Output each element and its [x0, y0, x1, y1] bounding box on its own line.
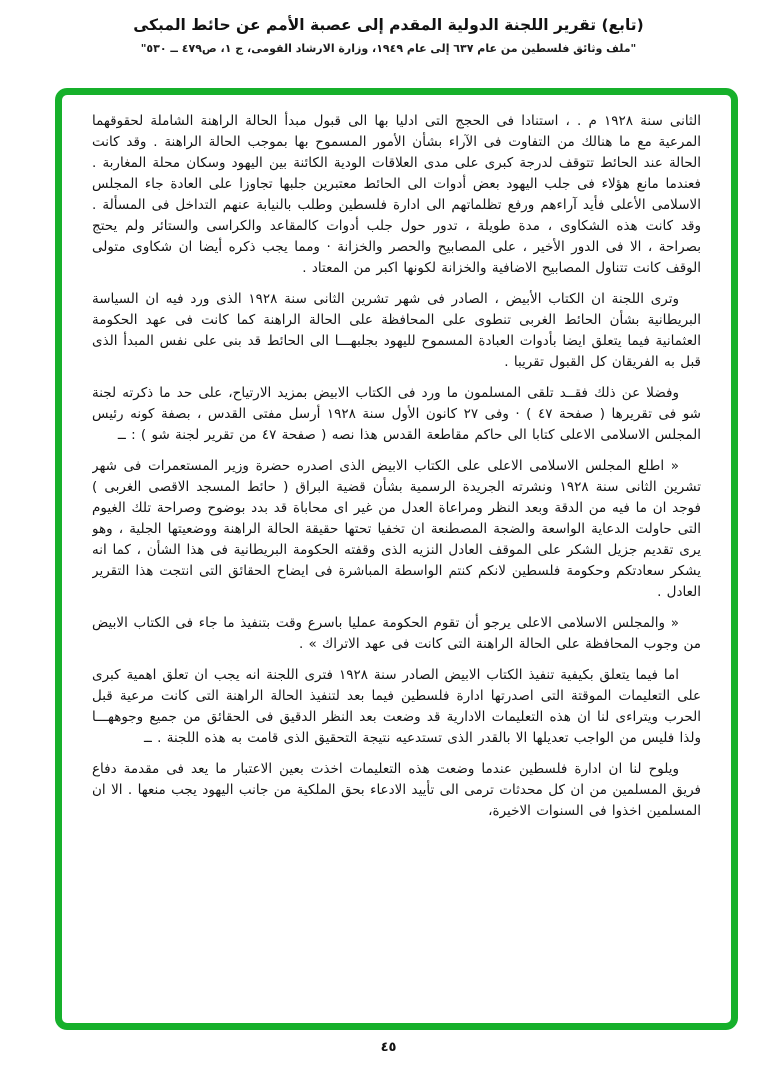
document-source-line: "ملف وثائق فلسطين من عام ٦٣٧ إلى عام ١٩٤٩، وزارة الارشاد القومى، ج ١، ص٤٧٩ ــ ٥٣٠"	[140, 42, 637, 55]
paragraph: وفضلا عن ذلك فقــد تلقى المسلمون ما ورد فى الكتاب الابيض بمزيد الارتياح، على حد ما ذكرته لجنة شو فى تقريرها ( صفحة ٤٧ ) · وفى ٢٧ كانون الأول سنة ١٩٢٨ أرسل مفتى القدس ، بصفة كونه رئيس المجلس الاسلامى الاعلى كتابا الى حاكم مقاطعة القدس هذا نصه ( صفحة ٤٧ من تقرير لجنة شو ) : ــ	[92, 385, 701, 443]
paragraph: اما فيما يتعلق بكيفية تنفيذ الكتاب الابيض الصادر سنة ١٩٢٨ فترى اللجنة انه يجب ان تعلق اهمية كبرى على التعليمات الموقتة التى اصدرتها ادارة فلسطين فيما بعد لتنفيذ الحالة الراهنة التى كانت مرعية قبل الحرب ويتراءى لنا ان هذه التعليمات الادارية قد وضعت بعد النظر الدقيق فى الحقائق من جميع وجوههـــا ولذا فليس من الواجب تعديلها الا بالقدر الذى تستدعيه نتيجة التحقيق الذى قامت به هذه اللجنة . ــ	[92, 667, 701, 746]
paragraph: « اطلع المجلس الاسلامى الاعلى على الكتاب الابيض الذى اصدره حضرة وزير المستعمرات فى شهر تشرين الثانى سنة ١٩٢٨ ونشرته الجريدة الرسمية بشأن قضية البراق ( حائط المسجد الاقصى الغربى ) فوجد ان ما فيه من الدقة وبعد النظر ومراعاة العدل من غير اى محاباة قد بدد بوضوح وصراحة تلك الغيوم التى حاولت الدعاية الواسعة والضجة المصطنعة ان تخفيا تحتها حقيقة الحالة الراهنة ووضعيتها الجلية ، وهو يرى تقديم جزيل الشكر على الموقف العادل النزيه الذى وقفته الحكومة البريطانية فى هذا الشأن ، كما انه يشكر سعادتكم وحكومة فلسطين لانكم كنتم الواسطة المباشرة فى ايضاح الحقائق التى انتجت هذا التقرير العادل .	[92, 458, 701, 600]
document-body	[92, 111, 701, 1017]
green-border-frame	[55, 88, 738, 1030]
paragraph: الثانى سنة ١٩٢٨ م . ، استنادا فى الحجج التى ادليا بها الى قبول مبدأ الحالة الراهنة الشاملة لحقوقهما المرعية مع ما هنالك من التفاوت فى الآراء بشأن الأمور المسموح بها بموجب الحالة الراهنة . وقد كانت الحالة عند الحائط تتوقف لدرجة كبرى على مدى العلاقات الودية الكائنة بين اليهود وسكان محلة المغاربة . فعندما مانع هؤلاء فى جلب اليهود بعض أدوات الى الحائط معتبرين جلبها تجاوزا على العادة جاء المجلس الاسلامى الأعلى فأيد آراءهم ورفع تظلماتهم الى ادارة فلسطين وطلب بالنيابة عنهم التداخل فى المسألة . وقد كانت هذه الشكاوى ، مدة طويلة ، تدور حول جلب أدوات كالمقاعد والكراسى والستائر ولم يحتج بصراحة ، الا فى الدور الأخير ، على المصابيح والحصر والخزانة · ومما يجب ذكره أيضا ان شكاوى متولى الوقف كانت تتناول المصابيح الاضافية والخزانة لكونها اكبر من المعتاد .	[92, 113, 701, 276]
page-number: ٤٥	[380, 1040, 397, 1055]
paragraph: « والمجلس الاسلامى الاعلى يرجو أن تقوم الحكومة عمليا باسرع وقت بتنفيذ ما جاء فى الكتاب الابيض من وجوب المحافظة على الحالة الراهنة التى كانت فى عهد الاتراك » .	[92, 615, 701, 652]
document-title: (تابع) تقرير اللجنة الدولية المقدم إلى عصبة الأمم عن حائط المبكى	[133, 16, 644, 34]
paragraph: ويلوح لنا ان ادارة فلسطين عندما وضعت هذه التعليمات اخذت بعين الاعتبار ما يعد فى مقدمة دفاع فريق المسلمين من ان كل محدثات ترمى الى تأييد الادعاء بحق الملكية من جانب اليهود يجب منعها . الا ان المسلمين اخذوا فى السنوات الاخيرة،	[92, 761, 701, 819]
paragraph: وترى اللجنة ان الكتاب الأبيض ، الصادر فى شهر تشرين الثانى سنة ١٩٢٨ الذى ورد فيه ان السياسة البريطانية بشأن الحائط الغربى تنطوى على المحافظة على الحالة الراهنة كما كانت فى عهد الحكومة العثمانية فيما يتعلق ايضا بأدوات العبادة المسموح لليهود بجلبهـــا الى الحائط قد بنى على نفس المبدأ الذى قبل به الفريقان كل القبول تقريبا .	[92, 291, 701, 370]
page-header	[0, 16, 777, 55]
